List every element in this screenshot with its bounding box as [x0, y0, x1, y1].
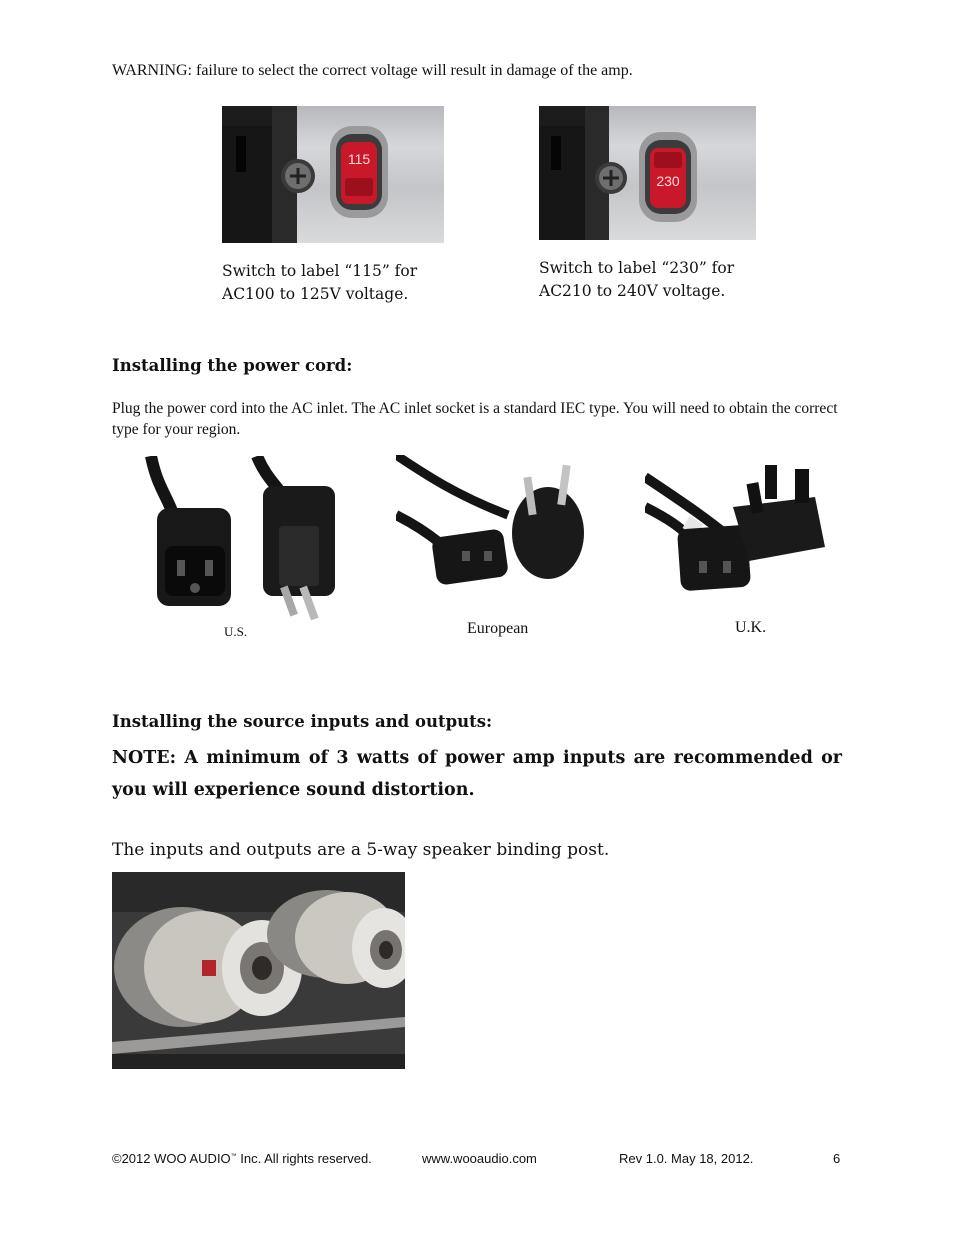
- trademark-symbol: ™: [230, 1153, 237, 1160]
- switch-230-photo: [539, 106, 756, 240]
- european-plug-photo: [396, 455, 592, 587]
- switch-115-photo: [222, 106, 444, 243]
- power-cord-paragraph: Plug the power cord into the AC inlet. The AC inlet socket is a standard IEC type. You will need to obtain the correct type for your region.: [112, 400, 838, 438]
- power-cord-heading: Installing the power cord:: [112, 356, 353, 375]
- switch-115-caption-line1: Switch to label “115” for: [222, 262, 418, 280]
- binding-post-illustration: [112, 872, 405, 1069]
- switch-115-illustration: [222, 106, 444, 243]
- switch-230-caption-line1: Switch to label “230” for: [539, 259, 735, 277]
- inputs-outputs-paragraph: The inputs and outputs are a 5-way speaker binding post.: [112, 840, 610, 860]
- page-number: 6: [833, 1151, 841, 1166]
- switch-230-illustration: [539, 106, 756, 240]
- page-footer: [112, 1151, 842, 1171]
- us-plug-illustration: [143, 456, 353, 624]
- us-plug-label: U.S.: [224, 624, 248, 639]
- switch-115-label: 115: [347, 151, 371, 167]
- inputs-outputs-heading: Installing the source inputs and outputs:: [112, 712, 493, 731]
- uk-plug-illustration: [645, 457, 830, 597]
- switch-230-caption: [539, 257, 734, 303]
- binding-post-photo: [112, 872, 405, 1069]
- footer-revision: Rev 1.0. May 18, 2012.: [619, 1151, 754, 1166]
- switch-230-caption-line2: AC210 to 240V voltage.: [539, 282, 726, 300]
- switch-230-label: 230: [656, 173, 680, 189]
- warning-text: WARNING: failure to select the correct voltage will result in damage of the amp.: [112, 62, 633, 79]
- footer-website: www.wooaudio.com: [422, 1151, 537, 1166]
- inputs-outputs-note: NOTE: A minimum of 3 watts of power amp inputs are recommended or you will experience sound distortion.: [112, 748, 842, 800]
- us-plug-photo: [143, 456, 353, 624]
- european-plug-label: European: [467, 620, 529, 637]
- uk-plug-photo: [645, 457, 830, 597]
- switch-115-caption: [222, 260, 417, 306]
- footer-copyright: ©2012 WOO AUDIO™ Inc. All rights reserved.: [112, 1151, 372, 1166]
- uk-plug-label: U.K.: [735, 619, 767, 636]
- switch-115-caption-line2: AC100 to 125V voltage.: [222, 285, 409, 303]
- european-plug-illustration: [396, 455, 592, 587]
